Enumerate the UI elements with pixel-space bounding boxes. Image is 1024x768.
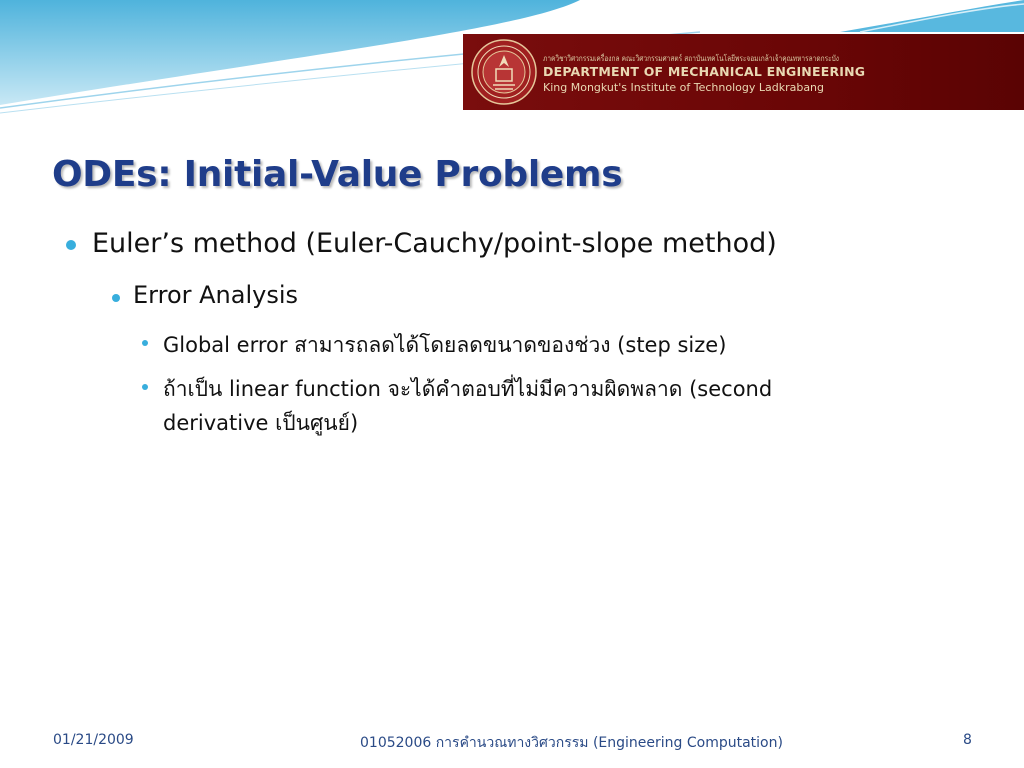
department-name: DEPARTMENT OF MECHANICAL ENGINEERING [543, 64, 866, 79]
svg-text:ภาควิชาวิศวกรรมเครื่องกล คณะวิ: ภาควิชาวิศวกรรมเครื่องกล คณะวิศวกรรมศาสตร์ สถาบันเทคโนโลยีพระจอมเกล้าเจ้าคุณทหารลาดกระบัง [543, 54, 904, 63]
department-banner [463, 34, 1024, 110]
bullet-icon [112, 294, 120, 302]
bullet-level1: Euler’s method (Euler-Cauchy/point-slope method) [92, 228, 777, 259]
bullet-level3-linear-function-continued: derivative เป็นศูนย์) [163, 411, 359, 435]
bullet-icon [66, 240, 76, 250]
footer-page-number: 8 [963, 732, 972, 748]
kmitl-seal-icon [471, 39, 537, 105]
slide-title: ODEs: Initial-Value Problems [52, 154, 623, 195]
bullet-level2: Error Analysis [133, 281, 299, 309]
bullet-icon [142, 340, 148, 346]
footer-date: 01/21/2009 [53, 732, 134, 748]
bullet-icon [142, 384, 148, 390]
institute-name: King Mongkut's Institute of Technology Ladkrabang [543, 81, 825, 94]
thai-subtitle-graphic [543, 53, 1013, 63]
bullet-level3-linear-function: ถ้าเป็น linear function จะได้คำตอบที่ไม่มีความผิดพลาด (second [163, 377, 773, 401]
footer-course: 01052006 การคำนวณทางวิศวกรรม (Engineering Computation) [360, 735, 783, 751]
bullet-level3-step-size: Global error สามารถลดได้โดยลดขนาดของช่วง (step size) [163, 333, 727, 357]
